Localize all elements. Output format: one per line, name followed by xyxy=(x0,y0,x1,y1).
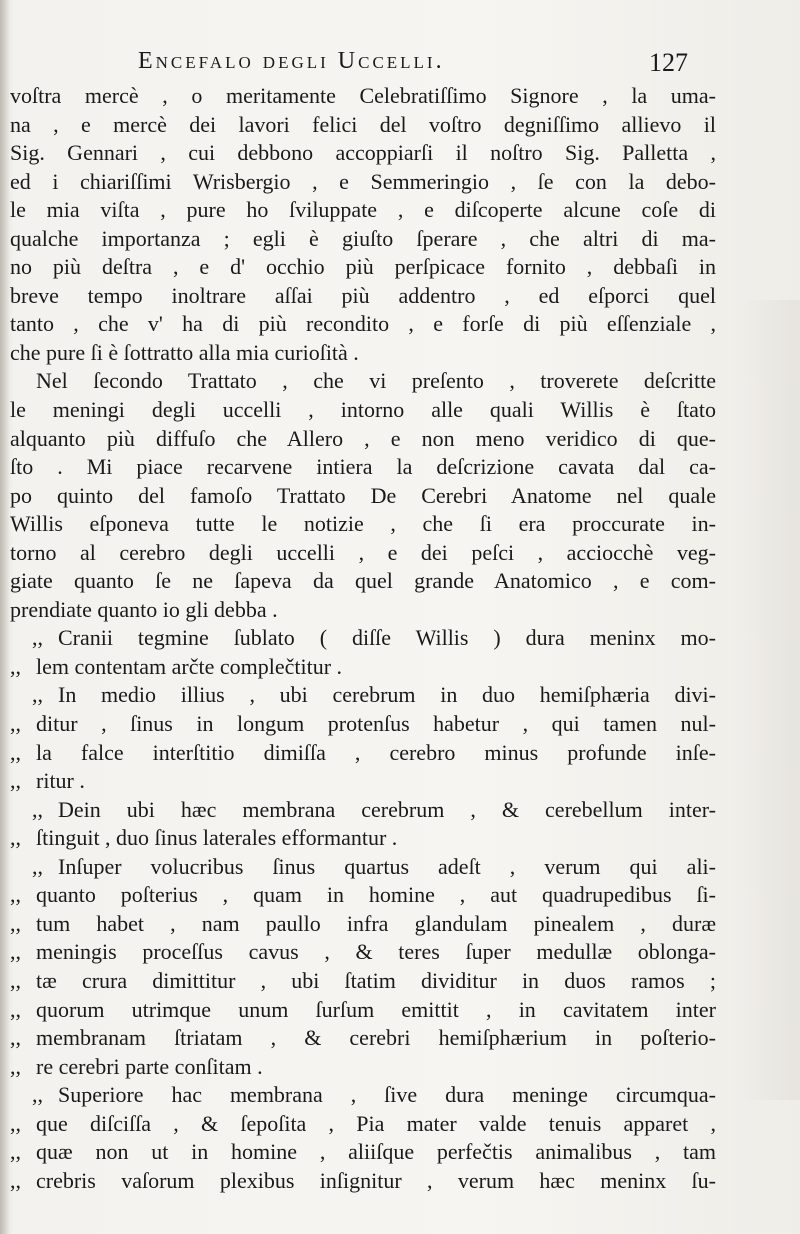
text-line-content: Dein ubi hæc membrana cerebrum , & cerebellum inter- xyxy=(58,796,716,822)
text-line-content: voſtra mercè , o meritamente Celebratiſſimo Signore , la uma- xyxy=(10,83,716,108)
text-line-content: Nel ſecondo Trattato , che vi preſento , troverete deſcritte xyxy=(36,368,716,394)
text-line-content: breve tempo inoltrare aſſai più addentro , ed eſporci quel xyxy=(10,282,716,308)
text-line-content: tanto , che v' ha di più recondito , e forſe di più eſſenziale , xyxy=(10,311,716,337)
gutter-shadow xyxy=(0,0,10,1234)
text-line-content: tum habet , nam paullo infra glandulam pinealem , duræ xyxy=(36,910,716,936)
text-line-content: quorum utrimque unum ſurſum emittit , in cavitatem inter xyxy=(36,996,716,1022)
text-line-content: ſtinguit , duo ſinus laterales efformantur . xyxy=(36,825,398,851)
text-line xyxy=(10,1110,716,1139)
text-line-content: prendiate quanto io gli debba . xyxy=(10,596,278,622)
text-line xyxy=(10,111,716,140)
quote-mark: ,, xyxy=(10,882,21,908)
quote-mark: ,, xyxy=(32,1082,43,1108)
text-line-content: tæ crura dimittitur , ubi ſtatim dividitur in duos ramos ; xyxy=(36,967,716,993)
text-line-content: Willis eſponeva tutte le notizie , che ſi era proccurate in- xyxy=(10,511,716,537)
quote-mark: ,, xyxy=(10,967,21,993)
text-line xyxy=(10,139,716,168)
text-line-content: ſto . Mi piace recarvene intiera la deſcrizione cavata dal ca- xyxy=(10,454,716,480)
text-line xyxy=(10,853,716,882)
text-line-content: Inſuper volucribus ſinus quartus adeſt , verum qui ali- xyxy=(58,853,716,879)
quote-mark: ,, xyxy=(10,996,21,1022)
text-line-content: quanto poſterius , quam in homine , aut quadrupedibus ſi- xyxy=(36,882,716,908)
text-line xyxy=(10,1053,716,1082)
text-line xyxy=(10,339,716,368)
text-line-content: alquanto più diffuſo che Allero , e non meno veridico di que- xyxy=(10,425,716,451)
text-line xyxy=(10,253,716,282)
quote-mark: ,, xyxy=(10,1025,21,1051)
page-number: 127 xyxy=(649,48,688,77)
quote-mark: ,, xyxy=(32,682,43,708)
text-line xyxy=(10,996,716,1025)
text-line-content: lem contentam arčte complečtitur . xyxy=(36,653,343,679)
text-line xyxy=(10,938,716,967)
text-line-content: le mia viſta , pure ho ſviluppate , e diſcoperte alcune coſe di xyxy=(10,197,716,223)
page-shading xyxy=(740,300,800,1100)
text-line xyxy=(10,367,716,396)
quote-mark: ,, xyxy=(10,1167,21,1193)
text-line-content: re cerebri parte conſitam . xyxy=(36,1053,263,1079)
quote-mark: ,, xyxy=(10,653,21,679)
text-line xyxy=(10,1167,716,1196)
running-title: Encefalo degli Uccelli. xyxy=(138,48,445,74)
text-line-content: ritur . xyxy=(36,768,85,794)
text-line xyxy=(10,168,716,197)
text-line xyxy=(10,767,716,796)
quote-mark: ,, xyxy=(10,825,21,851)
text-line-content: Sig. Gennari , cui debbono accoppiarſi il noſtro Sig. Palletta , xyxy=(10,140,716,166)
quote-mark: ,, xyxy=(10,711,21,737)
quote-mark: ,, xyxy=(32,853,43,879)
text-line xyxy=(10,796,716,825)
quote-mark: ,, xyxy=(10,1110,21,1136)
text-line-content: Superiore hac membrana , ſive dura meninge circumqua- xyxy=(58,1082,716,1108)
text-line xyxy=(10,881,716,910)
text-line xyxy=(10,396,716,425)
text-line-content: che pure ſi è ſottratto alla mia curioſità . xyxy=(10,339,359,365)
text-line-content: ditur , ſinus in longum protenſus habetur , qui tamen nul- xyxy=(36,711,716,737)
quote-mark: ,, xyxy=(10,1139,21,1165)
text-line-content: In medio illius , ubi cerebrum in duo hemiſphæria divi- xyxy=(58,682,716,708)
text-line xyxy=(10,824,716,853)
quote-mark: ,, xyxy=(10,910,21,936)
text-line xyxy=(10,539,716,568)
text-line xyxy=(10,710,716,739)
text-line-content: que diſciſſa , & ſepoſita , Pia mater valde tenuis apparet , xyxy=(36,1110,716,1136)
text-line xyxy=(10,196,716,225)
text-line xyxy=(10,482,716,511)
text-line xyxy=(10,82,716,111)
text-line-content: ed i chiariſſimi Wrisbergio , e Semmeringio , ſe con la debo- xyxy=(10,168,716,194)
text-line-content: membranam ſtriatam , & cerebri hemiſphærium in poſterio- xyxy=(36,1025,716,1051)
text-line-content: no più deſtra , e d' occhio più perſpicace fornito , debbaſi in xyxy=(10,254,716,280)
text-line-content: torno al cerebro degli uccelli , e dei peſci , acciocchè veg- xyxy=(10,539,716,565)
text-line xyxy=(10,739,716,768)
text-line xyxy=(10,425,716,454)
text-line-content: po quinto del famoſo Trattato De Cerebri Anatome nel quale xyxy=(10,482,716,508)
quote-mark: ,, xyxy=(10,739,21,765)
text-line xyxy=(10,1024,716,1053)
text-line-content: meningis proceſſus cavus , & teres ſuper medullæ oblonga- xyxy=(36,939,716,965)
text-line xyxy=(10,967,716,996)
text-line-content: giate quanto ſe ne ſapeva da quel grande Anatomico , e com- xyxy=(10,568,716,594)
quote-mark: ,, xyxy=(32,625,43,651)
text-line xyxy=(10,681,716,710)
running-head xyxy=(138,48,698,82)
text-line xyxy=(10,653,716,682)
quote-mark: ,, xyxy=(10,768,21,794)
quote-mark: ,, xyxy=(10,1053,21,1079)
text-line-content: le meningi degli uccelli , intorno alle quali Willis è ſtato xyxy=(10,397,716,423)
text-line-content: na , e mercè dei lavori felici del voſtro degniſſimo allievo il xyxy=(10,111,716,137)
text-line-content: la falce interſtitio dimiſſa , cerebro minus profunde inſe- xyxy=(36,739,716,765)
text-line-content: Cranii tegmine ſublato ( diſſe Willis ) dura meninx mo- xyxy=(58,625,716,651)
quote-mark: ,, xyxy=(32,796,43,822)
text-line xyxy=(10,310,716,339)
quote-mark: ,, xyxy=(10,939,21,965)
text-line xyxy=(10,453,716,482)
text-line xyxy=(10,510,716,539)
text-line xyxy=(10,910,716,939)
body-text xyxy=(10,82,716,1195)
text-line xyxy=(10,624,716,653)
text-line xyxy=(10,596,716,625)
text-line xyxy=(10,282,716,311)
text-line xyxy=(10,1081,716,1110)
text-line xyxy=(10,1138,716,1167)
text-line xyxy=(10,225,716,254)
text-line-content: crebris vaſorum plexibus inſignitur , verum hæc meninx ſu- xyxy=(36,1167,716,1193)
text-line-content: qualche importanza ; egli è giuſto ſperare , che altri di ma- xyxy=(10,225,716,251)
text-line-content: quæ non ut in homine , aliiſque perfečtis animalibus , tam xyxy=(36,1139,716,1165)
text-line xyxy=(10,567,716,596)
